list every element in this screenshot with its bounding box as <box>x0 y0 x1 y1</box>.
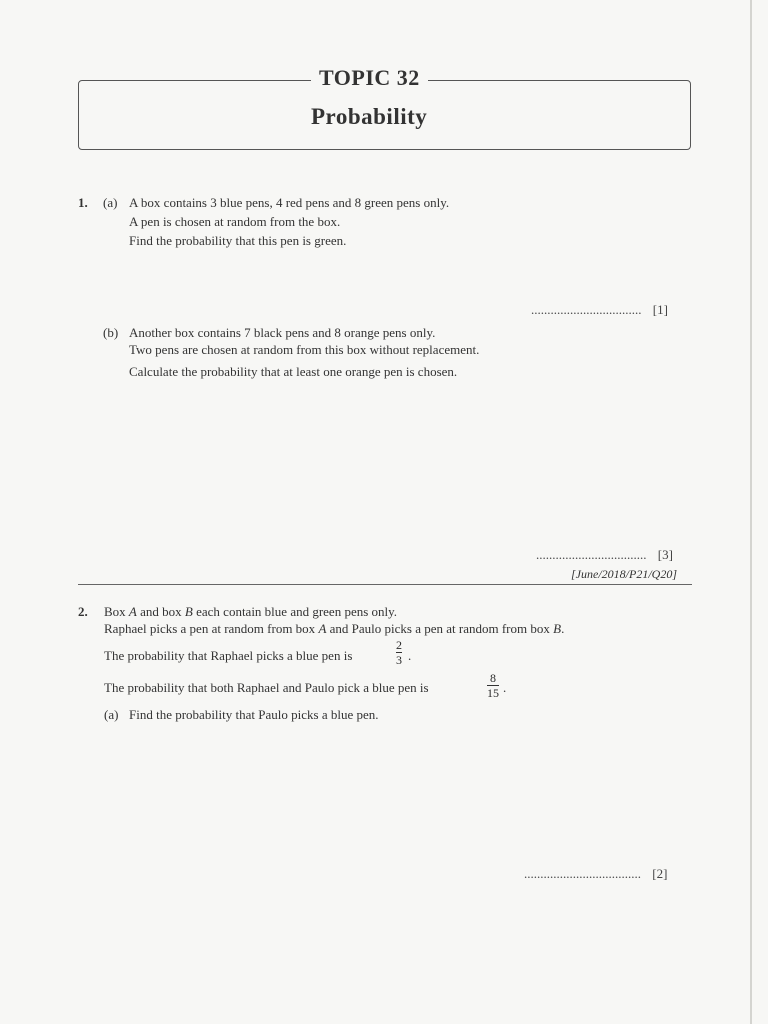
q2-prob1-period: . <box>408 648 412 663</box>
q2-prob2-denominator: 15 <box>487 686 499 700</box>
q1b-answer-dots: .................................. <box>536 547 647 562</box>
q2-prob1-fraction <box>396 639 402 666</box>
q2-line2-prefix: Raphael picks a pen at random from box <box>104 621 316 636</box>
q2a-text: Find the probability that Paulo picks a blue pen. <box>129 707 379 722</box>
q2-prob2-period: . <box>503 680 507 695</box>
q2-line2-box-b: B <box>553 621 562 636</box>
q2-part-a-label: (a) <box>104 707 119 722</box>
q2-prob1-text: The probability that Raphael picks a blue pen is <box>104 648 353 663</box>
q2a-answer-dots: .................................... <box>524 866 641 881</box>
q1a-answer-dots: .................................. <box>531 302 642 317</box>
q2a-answer-line[interactable] <box>524 866 667 882</box>
q2-line-2 <box>104 621 564 637</box>
q1a-marks: [1] <box>652 302 668 317</box>
q1a-line-3: Find the probability that this pen is green. <box>129 233 347 248</box>
q2-box-b: B <box>184 604 193 619</box>
q2-line2-box-a: A <box>318 621 327 636</box>
q1b-answer-line[interactable] <box>536 547 673 563</box>
page-edge <box>750 0 752 1024</box>
q1-reference: [June/2018/P21/Q20] <box>571 567 677 581</box>
q1b-marks: [3] <box>657 547 673 562</box>
q2-line-1 <box>104 604 397 620</box>
topic-title: Probability <box>311 104 428 129</box>
q1b-line-2: Two pens are chosen at random from this box without replacement. <box>129 342 480 357</box>
q1a-line-1: A box contains 3 blue pens, 4 red pens and 8 green pens only. <box>129 195 450 210</box>
q1b-line-3: Calculate the probability that at least one orange pen is chosen. <box>129 364 458 379</box>
q1-part-b-label: (b) <box>103 325 119 340</box>
q2-prob1-numerator: 2 <box>396 638 402 652</box>
q2-line1-mid: and box <box>140 604 182 619</box>
q2-prob2-numerator: 8 <box>490 671 496 685</box>
q2-prob1-denominator: 3 <box>396 653 402 667</box>
q1a-answer-line[interactable] <box>531 302 668 318</box>
question-2-number: 2. <box>78 604 88 619</box>
q2-line1-prefix: Box <box>104 604 126 619</box>
q1b-line-1: Another box contains 7 black pens and 8 orange pens only. <box>129 325 436 340</box>
question-1-number: 1. <box>78 195 88 210</box>
q2-line2-mid: and Paulo picks a pen at random from box <box>329 621 550 636</box>
q1-part-a-label: (a) <box>103 195 118 210</box>
q2-line1-suffix: each contain blue and green pens only. <box>196 604 398 619</box>
topic-label: TOPIC 32 <box>311 64 428 92</box>
q2-prob2-fraction <box>487 672 499 699</box>
q1a-line-2: A pen is chosen at random from the box. <box>129 214 341 229</box>
q2-prob2-text: The probability that both Raphael and Paulo pick a blue pen is <box>104 680 429 695</box>
q2a-marks: [2] <box>652 866 668 881</box>
q2-box-a: A <box>128 604 137 619</box>
q2-line2-end: . <box>561 621 565 636</box>
question-divider <box>78 584 692 585</box>
